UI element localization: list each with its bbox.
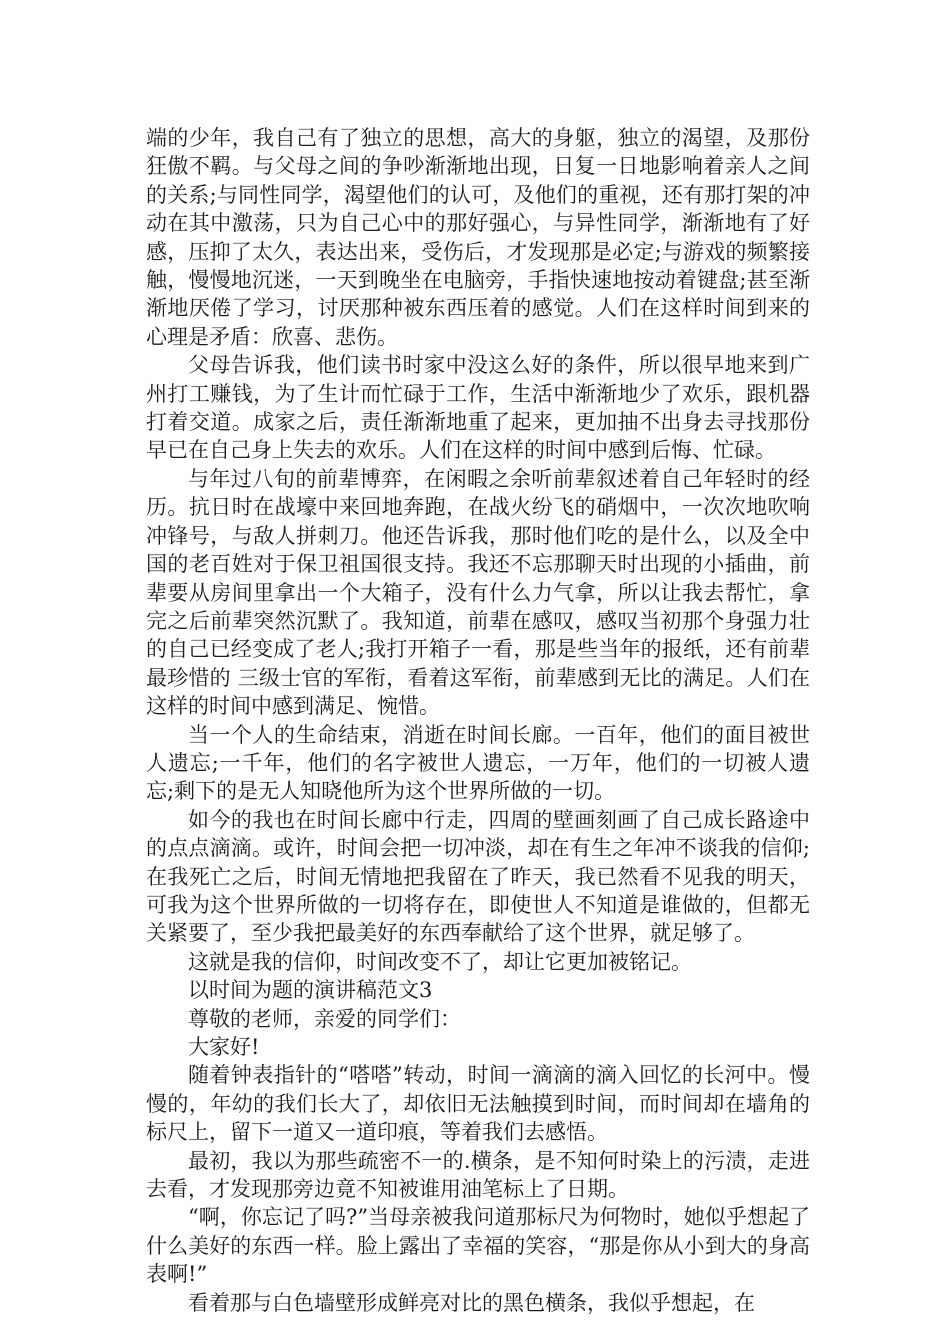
paragraph: 随着钟表指针的“嗒嗒”转动，时间一滴滴的滴入回忆的长河中。慢慢的，年幼的我们长大了，却依旧无法触摸到时间，而时间却在墙角的标尺上，留下一道又一道印痕，等着我们去感悟。 (146, 1063, 810, 1145)
paragraph: 尊敬的老师，亲爱的同学们： (188, 1006, 461, 1031)
paragraph: 以时间为题的演讲稿范文3 (188, 978, 433, 1003)
paragraph: 如今的我也在时间长廊中行走，四周的壁画刻画了自己成长路途中的点点滴滴。或许，时间会把一切冲淡，却在有生之年冲不谈我的信仰;在我死亡之后，时间无情地把我留在了昨天，我已然看不见我的明天，可我为这个世界所做的一切将存在，即使世人不知道是谁做的，但都无关紧要了，至少我把最美好的东西奉献给了这个世界，就足够了。 (146, 807, 810, 946)
paragraph: 大家好! (188, 1035, 260, 1059)
paragraph: 最初，我以为那些疏密不一的.横条，是不知何时染上的污渍，走进去看，才发现那旁边竟不知被谁用油笔标上了日期。 (146, 1148, 810, 1202)
paragraph: 看着那与白色墙壁形成鲜亮对比的黑色横条，我似乎想起，在 (188, 1290, 755, 1315)
paragraph: “啊，你忘记了吗?”当母亲被我问道那标尺为何物时，她似乎想起了什么美好的东西一样。脸上露出了幸福的笑容，“那是你从小到大的身高表啊!” (146, 1205, 810, 1287)
paragraph: 这就是我的信仰，时间改变不了，却让它更加被铭记。 (188, 949, 692, 974)
paragraph: 端的少年，我自己有了独立的思想，高大的身躯，独立的渴望，及那份狂傲不羁。与父母之间的争吵渐渐地出现，日复一日地影响着亲人之间的关系;与同性同学，渴望他们的认可，及他们的重视，还有那打架的冲动在其中激荡，只为自己心中的那好强心，与异性同学，渐渐地有了好感，压抑了太久，表达出来，受伤后，才发现那是必定;与游戏的频繁接触，慢慢地沉迷，一天到晚坐在电脑旁，手指快速地按动着键盘;甚至渐渐地厌倦了学习，讨厌那种被东西压着的感觉。人们在这样时间到来的心理是矛盾：欣喜、悲伤。 (146, 126, 810, 349)
paragraph: 父母告诉我，他们读书时家中没这么好的条件，所以很早地来到广州打工赚钱，为了生计而忙碌于工作，生活中渐渐地少了欢乐，跟机器打着交道。成家之后，责任渐渐地重了起来，更加抽不出身去寻找那份早已在自己身上失去的欢乐。人们在这样的时间中感到后悔、忙碌。 (146, 353, 810, 463)
paragraph: 与年过八旬的前辈博弈，在闲暇之余听前辈叙述着自己年轻时的经历。抗日时在战壕中来回地奔跑，在战火纷飞的硝烟中，一次次地吹响冲锋号，与敌人拼刺刀。他还告诉我，那时他们吃的是什么，以及全中国的老百姓对于保卫祖国很支持。我还不忘那聊天时出现的小插曲，前辈要从房间里拿出一个大箱子，没有什么力气拿，所以让我去帮忙，拿完之后前辈突然沉默了。我知道，前辈在感叹，感叹当初那个身强力壮的自己已经变成了老人;我打开箱子一看，那是些当年的报纸，还有前辈最珍惜的 三级士官的军衔，看着这军衔，前辈感到无比的满足。人们在这样的时间中感到满足、惋惜。 (146, 466, 810, 719)
paragraph: 当一个人的生命结束，消逝在时间长廊。一百年，他们的面目被世人遗忘;一千年，他们的名字被世人遗忘，一万年，他们的一切被人遗忘;剩下的是无人知晓他所为这个世界所做的一切。 (146, 722, 810, 804)
document-body (146, 124, 810, 1317)
